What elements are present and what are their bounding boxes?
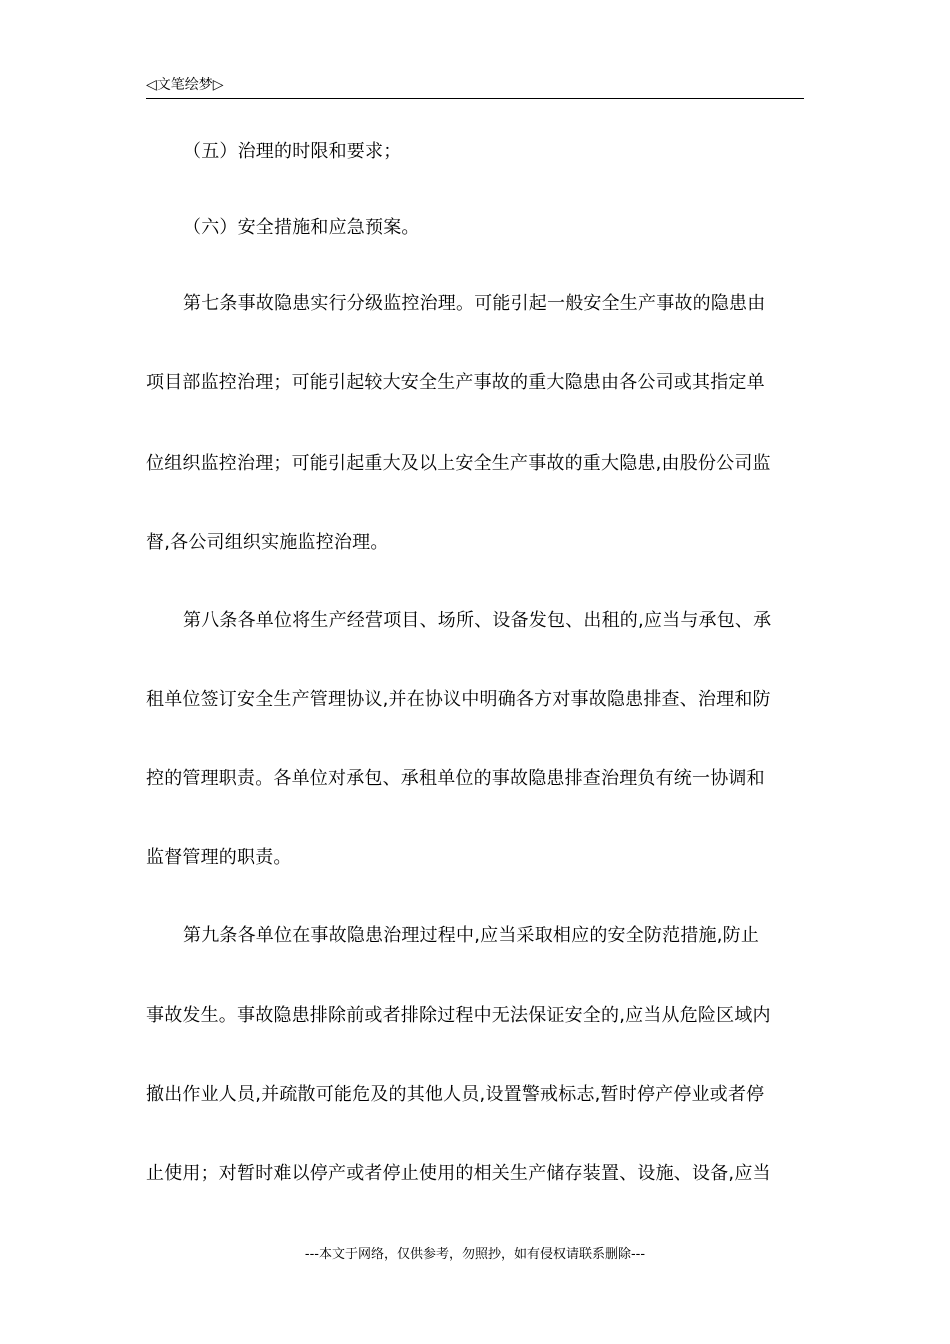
header-title: ◁文笔绘梦▷ [146, 77, 224, 93]
text-line: 第九条各单位在事故隐患治理过程中,应当采取相应的安全防范措施,防止 [183, 925, 760, 946]
text-line: 督,各公司组织实施监控治理。 [146, 532, 389, 553]
page-header [146, 74, 804, 99]
page-footer: ---本文于网络，仅供参考，勿照抄，如有侵权请联系删除--- [304, 1247, 646, 1262]
text-line: 第七条事故隐患实行分级监控治理。可能引起一般安全生产事故的隐患由 [183, 293, 766, 314]
text-line: 监督管理的职责。 [146, 847, 292, 868]
text-line: 撤出作业人员,并疏散可能危及的其他人员,设置警戒标志,暂时停产停业或者停 [146, 1084, 765, 1105]
text-line: 控的管理职责。各单位对承包、承租单位的事故隐患排查治理负有统一协调和 [146, 768, 765, 789]
text-line: 位组织监控治理；可能引起重大及以上安全生产事故的重大隐患,由股份公司监 [146, 453, 771, 474]
text-line: 项目部监控治理；可能引起较大安全生产事故的重大隐患由各公司或其指定单 [146, 372, 765, 393]
text-line: 第八条各单位将生产经营项目、场所、设备发包、出租的,应当与承包、承 [183, 610, 772, 631]
text-line: 租单位签订安全生产管理协议,并在协议中明确各方对事故隐患排查、治理和防 [146, 689, 771, 710]
text-line: （五）治理的时限和要求； [183, 141, 402, 162]
text-line: （六）安全措施和应急预案。 [183, 217, 420, 238]
text-line: 止使用；对暂时难以停产或者停止使用的相关生产储存装置、设施、设备,应当 [146, 1163, 771, 1184]
text-line: 事故发生。事故隐患排除前或者排除过程中无法保证安全的,应当从危险区域内 [146, 1005, 771, 1026]
